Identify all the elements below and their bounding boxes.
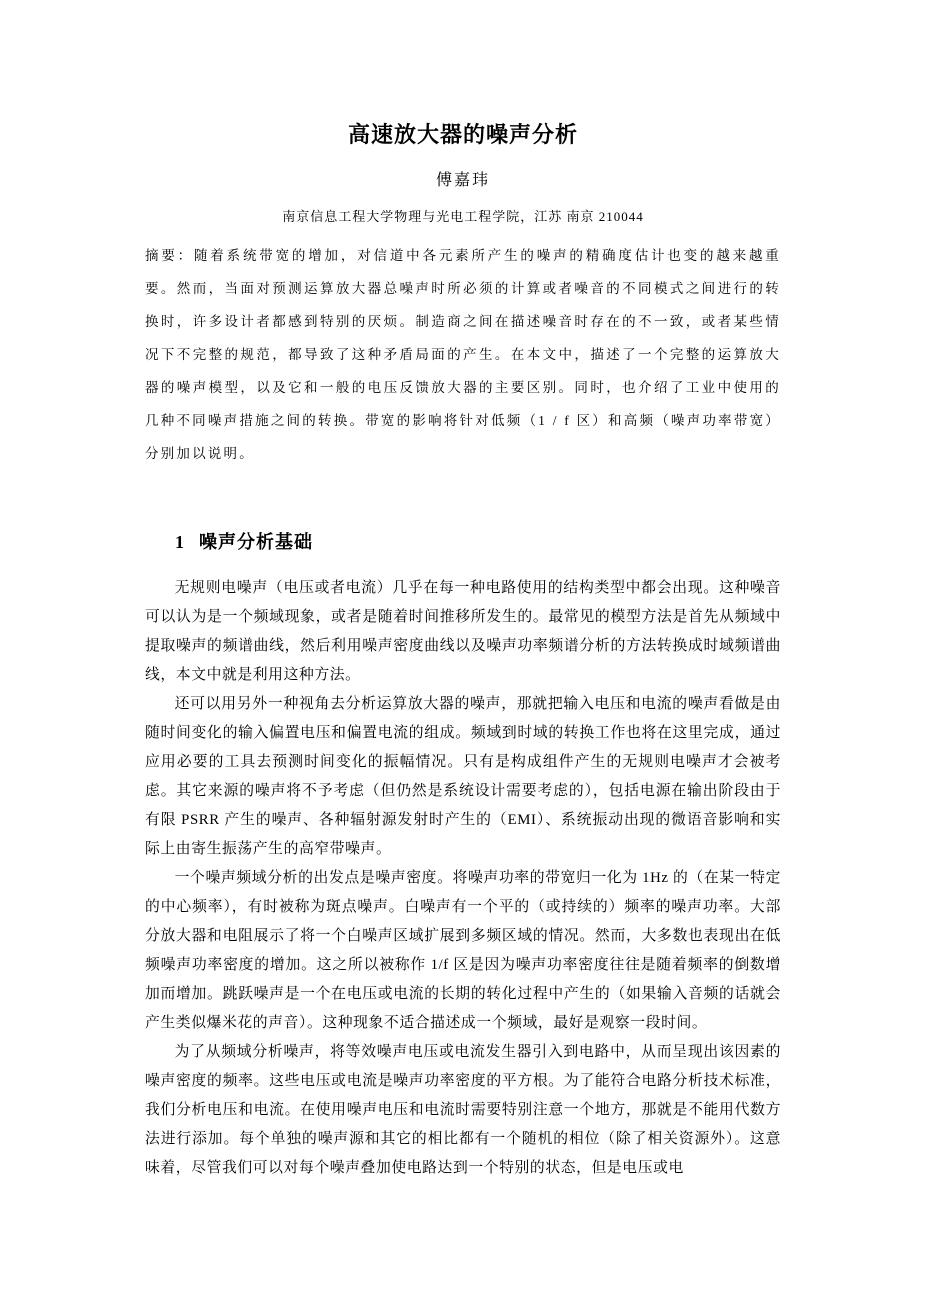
- section-1-heading: [175, 528, 781, 554]
- paragraph-2: 还可以用另外一种视角去分析运算放大器的噪声，那就把输入电压和电流的噪声看做是由随时间变化的输入偏置电压和偏置电流的组成。频域到时域的转换工作也将在这里完成，通过应用必要的工具去预测时间变化的振幅情况。只有是构成组件产生的无规则电噪声才会被考虑。其它来源的噪声将不予考虑（但仍然是系统设计需要考虑的），包括电源在输出阶段由于有限 PSRR 产生的噪声、各种辐射源发射时产生的（EMI）、系统振动出现的微语音影响和实际上由寄生振荡产生的高窄带噪声。: [145, 696, 781, 857]
- author-affiliation: 南京信息工程大学物理与光电工程学院，江苏 南京 210044: [282, 209, 644, 224]
- paragraph-1: 无规则电噪声（电压或者电流）几乎在每一种电路使用的结构类型中都会出现。这种噪音可以认为是一个频域现象，或者是随着时间推移所发生的。最常见的模型方法是首先从频域中提取噪声的频谱曲线，然后利用噪声密度曲线以及噪声功率频谱分析的方法转换成时域频谱曲线，本文中就是利用这种方法。: [145, 580, 781, 683]
- abstract-text: 摘要：随着系统带宽的增加，对信道中各元素所产生的噪声的精确度估计也变的越来越重要。然而，当面对预测运算放大器总噪声时所必须的计算或者噪音的不同模式之间进行的转换时，许多设计者都感到特别的厌烦。制造商之间在描述噪音时存在的不一致，或者某些情况下不完整的规范，都导致了这种矛盾局面的产生。在本文中，描述了一个完整的运算放大器的噪声模型，以及它和一般的电压反馈放大器的主要区别。同时，也介绍了工业中使用的几种不同噪声措施之间的转换。带宽的影响将针对低频（1 / f 区）和高频（噪声功率带宽）分别加以说明。: [145, 248, 781, 461]
- author-name: 傅嘉玮: [435, 172, 490, 189]
- paragraph-4: 为了从频域分析噪声，将等效噪声电压或电流发生器引入到电路中，从而呈现出该因素的噪声密度的频率。这些电压或电流是噪声功率密度的平方根。为了能符合电路分析技术标准，我们分析电压和电流。在使用噪声电压和电流时需要特别注意一个地方，那就是不能用代数方法进行添加。每个单独的噪声源和其它的相比都有一个随机的相位（除了相关资源外）。这意味着，尽管我们可以对每个噪声叠加使电路达到一个特别的状态，但是电压或电: [145, 1044, 781, 1176]
- paragraph-3: 一个噪声频域分析的出发点是噪声密度。将噪声功率的带宽归一化为 1Hz 的（在某一特定的中心频率），有时被称为斑点噪声。白噪声有一个平的（或持续的）频率的噪声功率。大部分放大器和电阻展示了将一个白噪声区域扩展到多频区域的情况。然而，大多数也表现出在低频噪声功率密度的增加。这之所以被称作 1/f 区是因为噪声功率密度往往是随着频率的倒数增加而增加。跳跃噪声是一个在电压或电流的长期的转化过程中产生的（如果输入音频的话就会产生类似爆米花的声音）。这种现象不适合描述成一个频域，最好是观察一段时间。: [145, 870, 781, 1031]
- document-title: 高速放大器的噪声分析: [347, 123, 578, 148]
- section-1-title: 噪声分析基础: [199, 532, 313, 553]
- section-1-number: 1: [175, 532, 185, 552]
